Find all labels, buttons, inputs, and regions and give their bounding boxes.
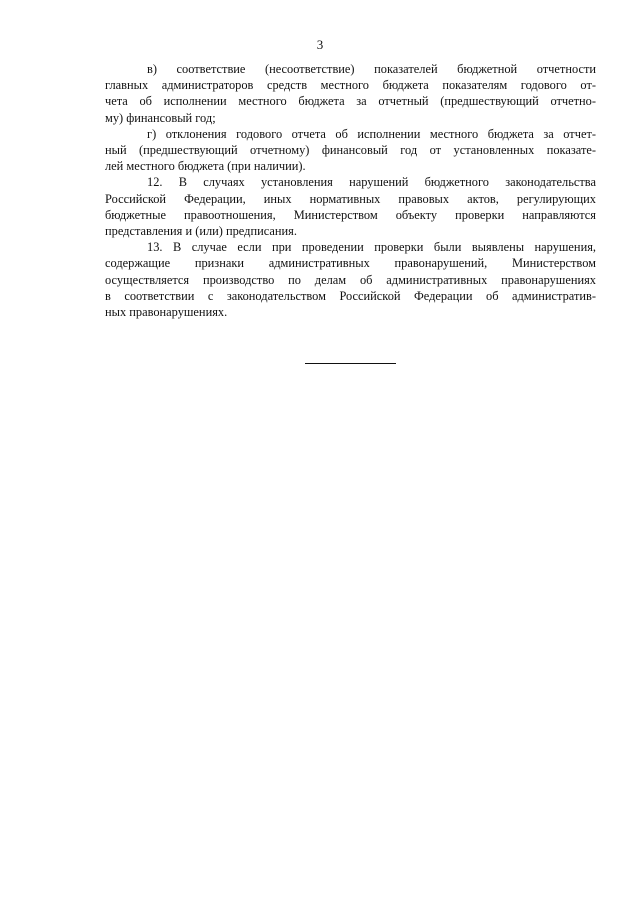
page-number: 3 (316, 37, 324, 52)
text-line: му) финансовый год; (105, 110, 216, 125)
text-line: г) отклонения годового отчета об исполнении местного бюджета за отчет- (147, 126, 596, 141)
paragraph-g-deviations (105, 126, 596, 175)
text-line: Российской Федерации, иных нормативных правовых актов, регулирующих (105, 191, 596, 206)
end-of-document-rule (305, 363, 396, 364)
text-line: главных администраторов средств местного бюджета показателям годового от- (105, 78, 596, 93)
text-line: бюджетные правоотношения, Министерством объекту проверки направляются (105, 207, 596, 222)
text-line: содержащие признаки административных правонарушений, Министерством (105, 256, 596, 271)
text-line: ных правонарушениях. (105, 305, 228, 320)
text-line: в) соответствие (несоответствие) показателей бюджетной отчетности (147, 62, 596, 76)
text-line: 13. В случае если при проведении проверки были выявлены нарушения, (147, 240, 596, 255)
document-body (105, 61, 596, 320)
text-line: ный (предшествующий отчетному) финансовый год от установленных показате- (105, 143, 596, 158)
text-line: лей местного бюджета (при наличии). (105, 159, 306, 174)
paragraph-13-administrative (105, 239, 596, 320)
text-line: чета об исполнении местного бюджета за отчетный (предшествующий отчетно- (105, 94, 596, 109)
paragraph-12-violations (105, 174, 596, 239)
text-line: в соответствии с законодательством Российской Федерации об административ- (105, 288, 596, 303)
text-line: осуществляется производство по делам об административных правонарушениях (105, 272, 596, 287)
paragraph-v-compliance (105, 61, 596, 126)
text-line: представления и (или) предписания. (105, 224, 297, 239)
text-line: 12. В случаях установления нарушений бюджетного законодательства (147, 175, 596, 190)
